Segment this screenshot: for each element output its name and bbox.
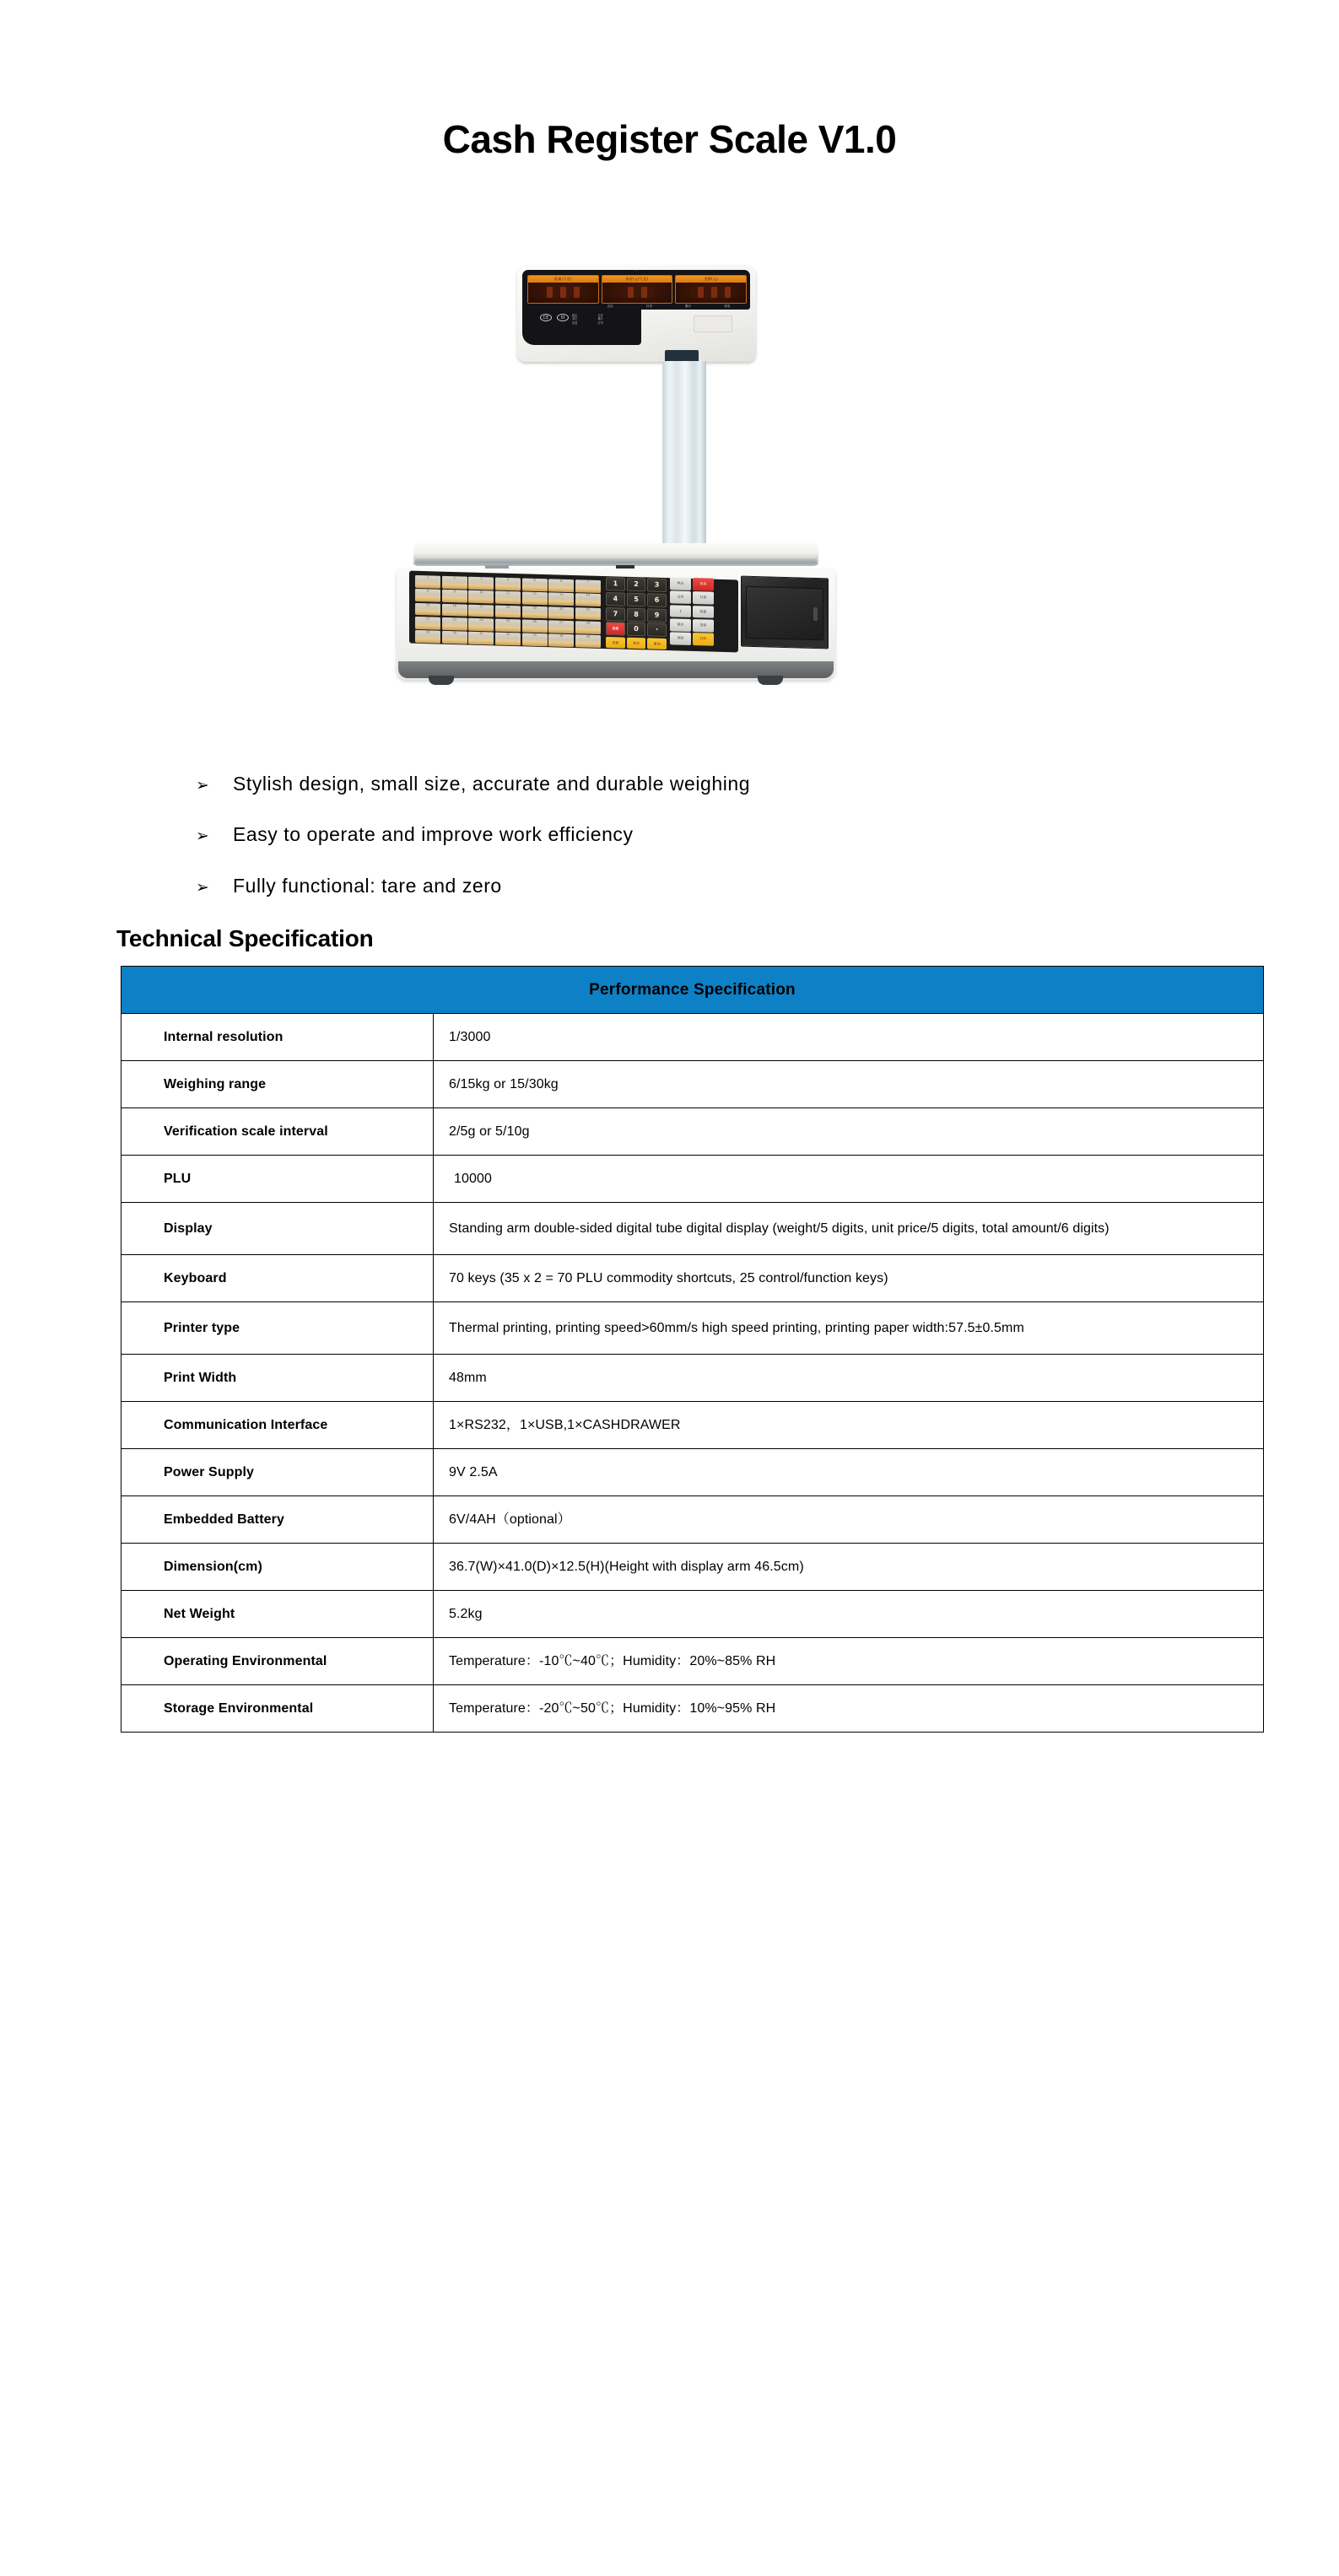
legend-item: 去皮: [597, 313, 603, 317]
spec-label: Internal resolution: [121, 1014, 434, 1061]
feature-text: Easy to operate and improve work efficiency: [233, 823, 634, 846]
plu-key: 15: [415, 602, 440, 616]
led-caption-unit-price: 单价(元/千克): [602, 276, 672, 283]
numeric-key: 1: [606, 577, 625, 591]
plu-key: 35: [575, 634, 601, 648]
feature-list: [0, 773, 1339, 898]
plu-key: 24: [468, 617, 494, 631]
spec-value: 6/15kg or 15/30kg: [434, 1061, 1264, 1108]
spec-label: Print Width: [121, 1355, 434, 1402]
product-image: [0, 250, 1339, 773]
feature-text: Fully functional: tare and zero: [233, 874, 502, 897]
spec-value: 10000: [434, 1156, 1264, 1203]
led-sub-total: 累计: [685, 304, 692, 308]
spec-label: Keyboard: [121, 1255, 434, 1302]
save-key: 保存: [670, 618, 691, 631]
numeric-key: 6: [647, 593, 667, 607]
numeric-key: 2: [627, 577, 646, 591]
spec-label: Weighing range: [121, 1061, 434, 1108]
quantity-key: 数量: [693, 605, 714, 617]
plu-key: 34: [548, 633, 574, 647]
scale-foot: [429, 676, 454, 685]
plu-key: 8: [415, 589, 440, 602]
table-row: [121, 1014, 1264, 1061]
scale-foot: [758, 676, 783, 685]
plu-key: 33: [522, 633, 548, 646]
table-header-performance-specification: Performance Specification: [121, 967, 1264, 1014]
spec-value: Temperature：-10℃~40℃；Humidity：20%~85% RH: [434, 1638, 1264, 1685]
led-caption-total-amount: 金额(元): [676, 276, 746, 283]
arrow-bullet-icon: ➢: [196, 775, 210, 795]
led-sub-labels: [591, 304, 747, 310]
table-row: [121, 1255, 1264, 1302]
plu-key: 7: [575, 579, 601, 593]
cancel-key: 取消: [693, 578, 714, 590]
metrology-mark-icon: III: [557, 314, 569, 321]
plu-key: 16: [442, 603, 467, 617]
plu-key: 5: [522, 578, 548, 591]
switch-key: 切换: [606, 637, 625, 649]
plu-key: 17: [468, 604, 494, 617]
plu-key: 32: [495, 632, 521, 645]
led-display-row: [527, 275, 747, 304]
spec-label: Dimension(cm): [121, 1544, 434, 1591]
spec-value: 9V 2.5A: [434, 1449, 1264, 1496]
plu-key: 21: [575, 606, 601, 620]
plu-key: 26: [522, 619, 548, 633]
plu-key: 13: [548, 592, 574, 606]
numeric-key: 7: [606, 606, 625, 621]
spec-label: Display: [121, 1203, 434, 1255]
table-row: [121, 1544, 1264, 1591]
numeric-key: 9: [647, 608, 667, 622]
page-title: Cash Register Scale V1.0: [442, 117, 897, 161]
spec-value: Standing arm double-sided digital tube digital display (weight/5 digits, unit price/5 digits, total amount/6 digits): [434, 1203, 1264, 1255]
plu-key: 23: [442, 617, 467, 630]
print-key: 打印: [693, 633, 714, 645]
tare-key: 去皮: [670, 590, 691, 603]
legend-item: 累计: [597, 317, 603, 321]
plu-key: 14: [575, 593, 601, 606]
numeric-key: 3: [647, 578, 667, 592]
plu-key: 18: [495, 605, 521, 618]
spec-value: 2/5g or 5/10g: [434, 1108, 1264, 1156]
plu-key: 31: [468, 631, 494, 644]
display-arm-column: [662, 361, 706, 553]
numeric-key: 8: [627, 607, 646, 622]
led-sub-power-save: 省电: [724, 304, 731, 308]
table-row: [121, 1203, 1264, 1255]
table-row: [121, 1355, 1264, 1402]
led-digits-total-amount: [676, 283, 746, 303]
plu-key: 22: [415, 616, 440, 629]
plu-key: 19: [522, 606, 548, 619]
spec-label: Power Supply: [121, 1449, 434, 1496]
plu-key: 10: [468, 590, 494, 604]
spec-label: PLU: [121, 1156, 434, 1203]
technical-specification-table: [121, 966, 1264, 1733]
led-window-unit-price: [602, 275, 673, 304]
plu-key: 11: [495, 590, 521, 604]
led-sub-tare: 去皮: [607, 304, 613, 308]
plu-shortcut-grid: [415, 575, 601, 648]
spec-label: Storage Environmental: [121, 1685, 434, 1733]
plu-key: 27: [548, 620, 574, 633]
plu-key: 2: [442, 575, 467, 589]
numeric-keypad: [606, 577, 667, 646]
change-key: 找零: [693, 619, 714, 632]
led-window-total-amount: [675, 275, 747, 304]
spec-label: Verification scale interval: [121, 1108, 434, 1156]
spec-value: 5.2kg: [434, 1591, 1264, 1638]
led-digits-weight: [528, 283, 598, 303]
led-sub-zero: 归零: [645, 304, 652, 308]
table-row: [121, 1591, 1264, 1638]
menu-key: 菜单: [627, 637, 646, 649]
plu-function-key: PLU: [670, 577, 691, 590]
down-arrow-key: ↓: [670, 605, 691, 617]
table-row: [121, 1402, 1264, 1449]
feature-item: [0, 823, 1339, 847]
printer-lid: [746, 585, 823, 640]
function-keypad: [670, 577, 714, 645]
led-caption-weight: 重量(千克): [528, 276, 598, 283]
numeric-key: 4: [606, 591, 625, 606]
legend-item: 打印: [597, 321, 603, 325]
table-row: [121, 1449, 1264, 1496]
indicator-legend: [572, 314, 621, 326]
numeric-key: 0: [627, 622, 646, 637]
table-row: [121, 1156, 1264, 1203]
plu-key: 4: [495, 577, 521, 590]
spec-label: Net Weight: [121, 1591, 434, 1638]
plu-key: 30: [442, 631, 467, 644]
plu-key: 3: [468, 576, 494, 590]
accumulate-key: 累加: [647, 638, 667, 649]
plu-key: 25: [495, 618, 521, 632]
plu-key: 1: [415, 575, 440, 589]
legend-item: 电量: [572, 321, 578, 325]
spec-value: Thermal printing, printing speed>60mm/s high speed printing, printing paper width:57.5±0.5mm: [434, 1302, 1264, 1355]
led-window-weight: [527, 275, 599, 304]
table-row: [121, 1302, 1264, 1355]
feature-item: [0, 773, 1339, 796]
arrow-bullet-icon: ➢: [196, 827, 210, 846]
feature-item: [0, 875, 1339, 898]
plu-key: 12: [522, 591, 548, 605]
legend-item: 零位: [572, 317, 578, 321]
legend-item: 稳定: [572, 313, 578, 317]
plu-key: 28: [575, 621, 601, 634]
numeric-key: 5: [627, 592, 646, 606]
feature-text: Stylish design, small size, accurate and durable weighing: [233, 772, 751, 795]
arrow-bullet-icon: ➢: [196, 877, 210, 897]
zero-key: 归零: [693, 591, 714, 604]
decimal-point-key: ·: [647, 622, 667, 637]
table-row: [121, 1638, 1264, 1685]
spec-value: 1×RS232，1×USB,1×CASHDRAWER: [434, 1402, 1264, 1449]
plu-key: 29: [415, 630, 440, 644]
plu-key: 9: [442, 590, 467, 603]
plu-key: 6: [548, 579, 574, 592]
table-row: [121, 1108, 1264, 1156]
spec-value: Temperature：-20℃~50℃；Humidity：10%~95% RH: [434, 1685, 1264, 1733]
spec-value: 1/3000: [434, 1014, 1264, 1061]
spec-label: Communication Interface: [121, 1402, 434, 1449]
spec-value: 36.7(W)×41.0(D)×12.5(H)(Height with display arm 46.5cm): [434, 1544, 1264, 1591]
printer-release-tab: [813, 607, 818, 621]
head-rear-badge: [694, 315, 732, 332]
spec-value: 70 keys (35 x 2 = 70 PLU commodity shortcuts, 25 control/function keys): [434, 1255, 1264, 1302]
certification-marks: [540, 314, 569, 321]
spec-value: 48mm: [434, 1355, 1264, 1402]
table-row: [121, 1685, 1264, 1733]
section-heading-technical-specification: Technical Specification: [116, 925, 374, 952]
spec-label: Embedded Battery: [121, 1496, 434, 1544]
precheck-key: 预检: [670, 632, 691, 644]
table-header-row: [121, 967, 1264, 1014]
cash-register-scale-illustration: [363, 250, 869, 773]
ce-mark-icon: CE: [540, 314, 552, 321]
table-row: [121, 1496, 1264, 1544]
table-row: [121, 1061, 1264, 1108]
plu-key: 20: [548, 606, 574, 619]
spec-label: Operating Environmental: [121, 1638, 434, 1685]
backspace-key: 退格: [606, 622, 625, 636]
led-digits-unit-price: [602, 283, 672, 303]
spec-value: 6V/4AH（optional）: [434, 1496, 1264, 1544]
spec-label: Printer type: [121, 1302, 434, 1355]
